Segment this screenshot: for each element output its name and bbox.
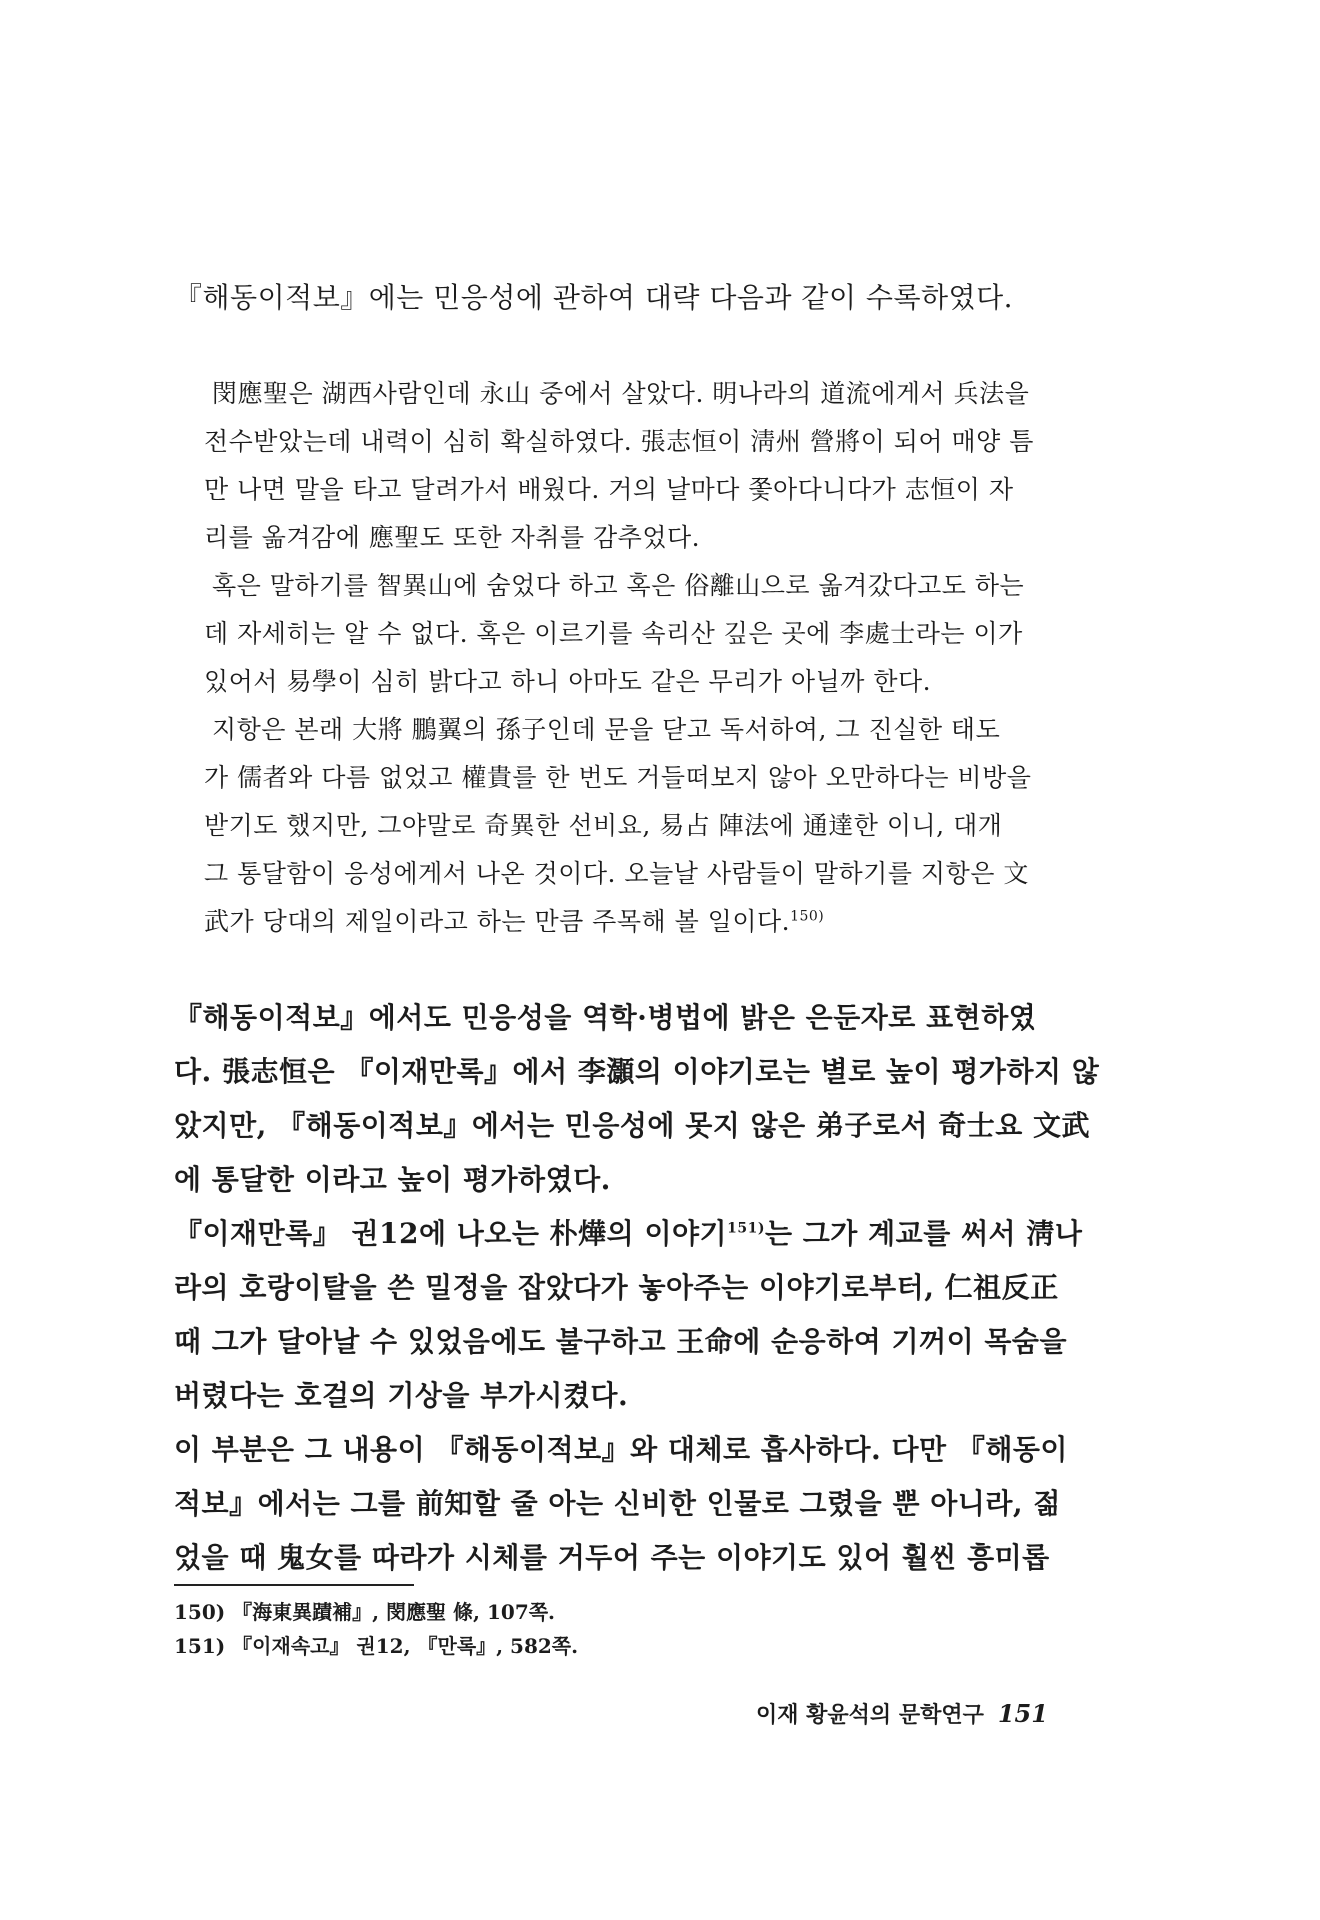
body-line: 에 통달한 이라고 높이 평가하였다. [174,1163,611,1196]
quote-line: 받기도 했지만, 그야말로 奇異한 선비요, 易占 陣法에 通達한 이니, 대개 [204,811,1003,840]
footer-title: 이재 황윤석의 문학연구 [756,1702,984,1728]
footnote-ref-151: 151) [727,1220,765,1237]
footnote-divider [174,1584,414,1586]
quote-line: 리를 옮겨감에 應聖도 또한 자취를 감추었다. [204,523,701,552]
body-line: 적보』에서는 그를 前知할 줄 아는 신비한 인물로 그렸을 뿐 아니라, 젊 [174,1487,1061,1520]
running-footer [756,1698,1048,1729]
quote-line: 만 나면 말을 타고 달려가서 배웠다. 거의 날마다 쫓아다니다가 志恒이 자 [204,475,1014,504]
body-line: 『해동이적보』에서도 민응성을 역학·병법에 밝은 은둔자로 표현하였 [174,1001,1037,1034]
footnote-151: 151) 『이재속고』 권12, 『만록』, 582쪽. [174,1634,579,1658]
quote-line: 가 儒者와 다름 없었고 權貴를 한 번도 거들떠보지 않아 오만하다는 비방을 [204,763,1032,792]
body-line: 이 부분은 그 내용이 『해동이적보』와 대체로 흡사하다. 다만 『해동이 [174,1433,1068,1466]
footnote-ref-150: 150) [790,908,825,925]
page-number: 151 [997,1699,1048,1728]
body-line [174,1212,1082,1252]
quote-line: 전수받았는데 내력이 심히 확실하였다. 張志恒이 淸州 營將이 되어 매양 틈 [204,427,1034,456]
footnote-150: 150) 『海東異蹟補』, 閔應聖 條, 107쪽. [174,1600,556,1624]
quote-line: 있어서 易學이 심히 밝다고 하니 아마도 같은 무리가 아닐까 한다. [204,667,932,696]
body-line: 었을 때 鬼女를 따라가 시체를 거두어 주는 이야기도 있어 훨씬 흥미롭 [174,1541,1050,1574]
body-line: 다. 張志恒은 『이재만록』에서 李灝의 이야기로는 별로 높이 평가하지 않 [174,1055,1100,1088]
body-line: 버렸다는 호걸의 기상을 부가시켰다. [174,1379,629,1412]
body-line: 때 그가 달아날 수 있었음에도 불구하고 王命에 순응하여 기꺼이 목숨을 [174,1325,1068,1358]
quote-line: 데 자세히는 알 수 없다. 혹은 이르기를 속리산 깊은 곳에 李處士라는 이가 [204,619,1023,648]
quote-line-text: 武가 당대의 제일이라고 하는 만큼 주목해 볼 일이다. [204,907,791,936]
quote-line: 閔應聖은 湖西사람인데 永山 중에서 살았다. 明나라의 道流에게서 兵法을 [212,379,1030,408]
quote-line: 지항은 본래 大將 鵬翼의 孫子인데 문을 닫고 독서하여, 그 진실한 태도 [212,715,1001,744]
body-line-text-tail: 는 그가 계교를 써서 淸나 [764,1217,1083,1250]
quote-line [204,902,824,938]
body-line: 라의 호랑이탈을 쓴 밀정을 잡았다가 놓아주는 이야기로부터, 仁祖反正 [174,1271,1059,1304]
quote-line: 혹은 말하기를 智異山에 숨었다 하고 혹은 俗離山으로 옮겨갔다고도 하는 [212,571,1025,600]
body-line: 았지만, 『해동이적보』에서는 민응성에 못지 않은 弟子로서 奇士요 文武 [174,1109,1091,1142]
intro-text: 『해동이적보』에는 민응성에 관하여 대략 다음과 같이 수록하였다. [174,281,1014,314]
quote-line: 그 통달함이 응성에게서 나온 것이다. 오늘날 사람들이 말하기를 지항은 文 [204,859,1029,888]
body-line-text: 『이재만록』 권12에 나오는 朴燁의 이야기 [174,1217,728,1250]
